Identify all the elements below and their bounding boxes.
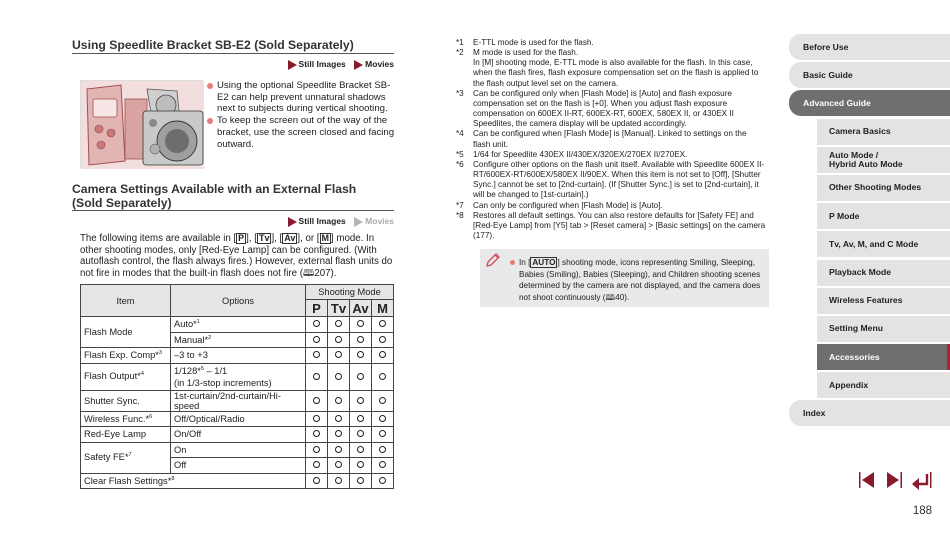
cell-option: –3 to +3 [171, 348, 306, 364]
cell-item: Wireless Func.*$^6$ [81, 411, 171, 427]
cell-option: 1/128*$^5$ – 1/1 (in 1/3-stop increments) [171, 363, 306, 390]
footnote: *1 E-TTL mode is used for the flash. [456, 38, 594, 47]
section-rule [72, 210, 394, 211]
bullet-item: To keep the screen out of the way of the bracket, use the screen closed and facing outward. [206, 115, 396, 150]
table-row [81, 411, 394, 427]
available-icon [350, 411, 372, 427]
available-icon [372, 458, 394, 474]
available-icon [350, 427, 372, 443]
table-row [81, 363, 394, 390]
available-icon [328, 390, 350, 411]
available-icon [328, 473, 350, 489]
cell-option: On/Off [171, 427, 306, 443]
mode-m-icon: M [321, 233, 329, 243]
movies-tag: Movies [365, 216, 394, 226]
cell-option: Manual*$^2$ [171, 332, 306, 348]
available-icon [350, 390, 372, 411]
mode-tv-icon: Tv [258, 233, 270, 243]
available-icon [372, 363, 394, 390]
intro-paragraph [80, 233, 396, 279]
available-icon [350, 458, 372, 474]
intro-text: ], [ [246, 233, 257, 244]
nav-before-use[interactable]: Before Use [789, 34, 950, 60]
still-images-marker-icon [288, 217, 297, 227]
col-header-shooting-mode: Shooting Mode [306, 285, 394, 300]
intro-text: ], or [ [297, 233, 320, 244]
available-icon [372, 332, 394, 348]
available-icon [372, 390, 394, 411]
auto-mode-icon: AUTO [532, 258, 556, 267]
cell-item: Red-Eye Lamp [81, 427, 171, 443]
footnote: *8 Restores all default settings. You can also restore defaults for [Safety FE] and [Red-Eye Lamp] from [Y5] tab > [Reset camera] > [Basic settings] on the camera (177). [456, 210, 766, 240]
camera-bracket-illustration [80, 80, 203, 168]
movies-tag: Movies [365, 59, 394, 69]
available-icon [350, 442, 372, 458]
footnote: *5 1/64 for Speedlite 430EX II/430EX/320EX/270EX II/270EX. [456, 149, 688, 159]
footnotes [456, 38, 766, 241]
intro-text: The following items are available in [ [80, 233, 237, 244]
available-icon [328, 411, 350, 427]
still-images-tag: Still Images [298, 216, 346, 226]
nav-appendix[interactable]: Appendix [817, 372, 950, 398]
arrow-left-icon [857, 470, 877, 490]
col-header-item: Item [81, 285, 171, 317]
cell-item: Flash Mode [81, 317, 171, 348]
intro-text: 207). [314, 267, 337, 279]
page-navigation [855, 469, 933, 491]
still-images-tag: Still Images [298, 59, 346, 69]
return-arrow-icon [910, 470, 932, 490]
available-icon [306, 473, 328, 489]
movies-marker-icon [354, 60, 363, 70]
available-icon [328, 332, 350, 348]
available-icon [328, 348, 350, 364]
available-icon [372, 411, 394, 427]
available-icon [350, 317, 372, 333]
info-text: In [ AUTO ] shooting mode, icons representing Smiling, Sleeping, Babies (Smiling), Babies (Sleeping), and Children shooting scenes determined by the camera are not displayed, and the camera does not shoot continuously (🕮40). [509, 257, 763, 303]
available-icon [372, 317, 394, 333]
col-header-options: Options [171, 285, 306, 317]
table-row [81, 348, 394, 364]
nav-playback-mode[interactable]: Playback Mode [817, 260, 950, 286]
next-page-button[interactable] [882, 469, 906, 491]
footnote: In [M] shooting mode, E-TTL mode is also available for the flash. In this case, when the flash fires, flash exposure compensation set on the flash is applied to the flash output level set on the camera. [473, 58, 759, 88]
table-row [81, 473, 394, 489]
nav-setting-menu[interactable]: Setting Menu [817, 316, 950, 342]
available-icon [306, 442, 328, 458]
cell-option: Off/Optical/Radio [171, 411, 306, 427]
camera-illustration-icon [81, 81, 204, 169]
bullet-item: Using the optional Speedlite Bracket SB-E2 can help prevent unnatural shadows next to subjects during vertical shooting. [206, 80, 396, 115]
cell-item: Shutter Sync. [81, 390, 171, 411]
available-icon [350, 473, 372, 489]
nav-camera-basics[interactable]: Camera Basics [817, 119, 950, 145]
return-button[interactable] [909, 469, 933, 491]
table-row [81, 390, 394, 411]
available-icon [350, 363, 372, 390]
section-title-line2: (Sold Separately) [72, 196, 172, 210]
flash-settings-table [80, 284, 394, 489]
section-rule [72, 53, 394, 54]
cell-item: Flash Output*$^4$ [81, 363, 171, 390]
table-row [81, 442, 394, 458]
available-icon [306, 317, 328, 333]
footnote: *3 Can be configured only when [Flash Mode] is [Auto] and flash exposure compensation set on the flash is [+0]. When you adjust flash exposure compensation on 600EX II-RT, 600EX-RT, 600EX, 580EX II, or 430EX II Speedlites, the camera display will be updated accordingly. [456, 88, 734, 129]
nav-index[interactable]: Index [789, 400, 950, 426]
page-number: 188 [912, 505, 932, 517]
nav-tv-av-m-c-mode[interactable]: Tv, Av, M, and C Mode [817, 231, 950, 257]
chapter-nav [789, 34, 950, 429]
section-title-flash-settings [72, 182, 356, 210]
cell-option: Auto*$^1$ [171, 317, 306, 333]
nav-advanced-guide[interactable]: Advanced Guide [789, 90, 950, 116]
available-icon [306, 458, 328, 474]
cell-item: Clear Flash Settings*$^8$ [81, 473, 306, 489]
mode-header-p: P [306, 300, 328, 317]
mode-header-av: Av [350, 300, 372, 317]
cell-item: Flash Exp. Comp*$^3$ [81, 348, 171, 364]
table-row [81, 427, 394, 443]
cell-option: 1st-curtain/2nd-curtain/Hi-speed [171, 390, 306, 411]
available-icon [306, 332, 328, 348]
movies-marker-icon [354, 217, 363, 227]
footnote: *2 M mode is used for the flash. [456, 48, 579, 58]
available-icon [306, 427, 328, 443]
available-icon [372, 348, 394, 364]
mode-header-tv: Tv [328, 300, 350, 317]
available-icon [372, 427, 394, 443]
available-icon [306, 390, 328, 411]
cell-item: Safety FE*$^7$ [81, 442, 171, 473]
available-icon [306, 348, 328, 364]
book-ref-icon: 🕮 [302, 267, 315, 279]
arrow-right-icon [884, 470, 904, 490]
table-row [81, 317, 394, 333]
mode-tags [250, 58, 394, 70]
previous-page-button[interactable] [855, 469, 879, 491]
pencil-icon [485, 252, 501, 268]
intro-text: ], [ [271, 233, 283, 244]
available-icon [306, 411, 328, 427]
nav-p-mode[interactable]: P Mode [817, 203, 950, 229]
nav-basic-guide[interactable]: Basic Guide [789, 62, 950, 88]
mode-tags [250, 215, 394, 227]
footnote: *7 Can only be configured when [Flash Mode] is [Auto]. [456, 200, 663, 210]
available-icon [306, 363, 328, 390]
nav-accessories[interactable]: Accessories [817, 344, 950, 370]
available-icon [328, 317, 350, 333]
available-icon [328, 442, 350, 458]
available-icon [350, 332, 372, 348]
mode-p-icon: P [238, 233, 245, 243]
bracket-bullet-list [206, 80, 396, 150]
footnote: *6 Configure other options on the flash unit itself. Available with Speedlite 600EX II-RT/600EX-RT/600EX/580EX II/90EX. When this item is not set to [Off], [Shutter Sync.] cannot be set to [2nd-curtain]. (If [Shutter Sync.] is set to [2nd-curtain], it will be changed to [1st-curtain].) [456, 159, 765, 200]
book-ref-icon: 🕮 [605, 292, 616, 302]
still-images-marker-icon [288, 60, 297, 70]
nav-wireless-features[interactable]: Wireless Features [817, 288, 950, 314]
available-icon [328, 363, 350, 390]
intro-text: ] mode. In other shooting modes, only [Red-Eye Lamp] can be configured. (With autoflash control, the flash always fires.) However, external flash units do not fire in modes that the built-in flash does not fire ( [80, 233, 393, 279]
mode-av-icon: Av [284, 233, 296, 243]
available-icon [328, 458, 350, 474]
available-icon [328, 427, 350, 443]
cell-option: On [171, 442, 306, 458]
nav-auto-mode[interactable]: Auto Mode / Hybrid Auto Mode [817, 147, 950, 173]
available-icon [372, 442, 394, 458]
available-icon [372, 473, 394, 489]
cell-option: Off [171, 458, 306, 474]
nav-other-shooting-modes[interactable]: Other Shooting Modes [817, 175, 950, 201]
section-title-bracket: Using Speedlite Bracket SB-E2 (Sold Separately) [72, 38, 354, 52]
available-icon [350, 348, 372, 364]
mode-header-m: M [372, 300, 394, 317]
section-title-line1: Camera Settings Available with an External Flash [72, 182, 357, 196]
footnote: *4 Can be configured when [Flash Mode] is [Manual]. Linked to settings on the flash unit. [456, 129, 747, 149]
